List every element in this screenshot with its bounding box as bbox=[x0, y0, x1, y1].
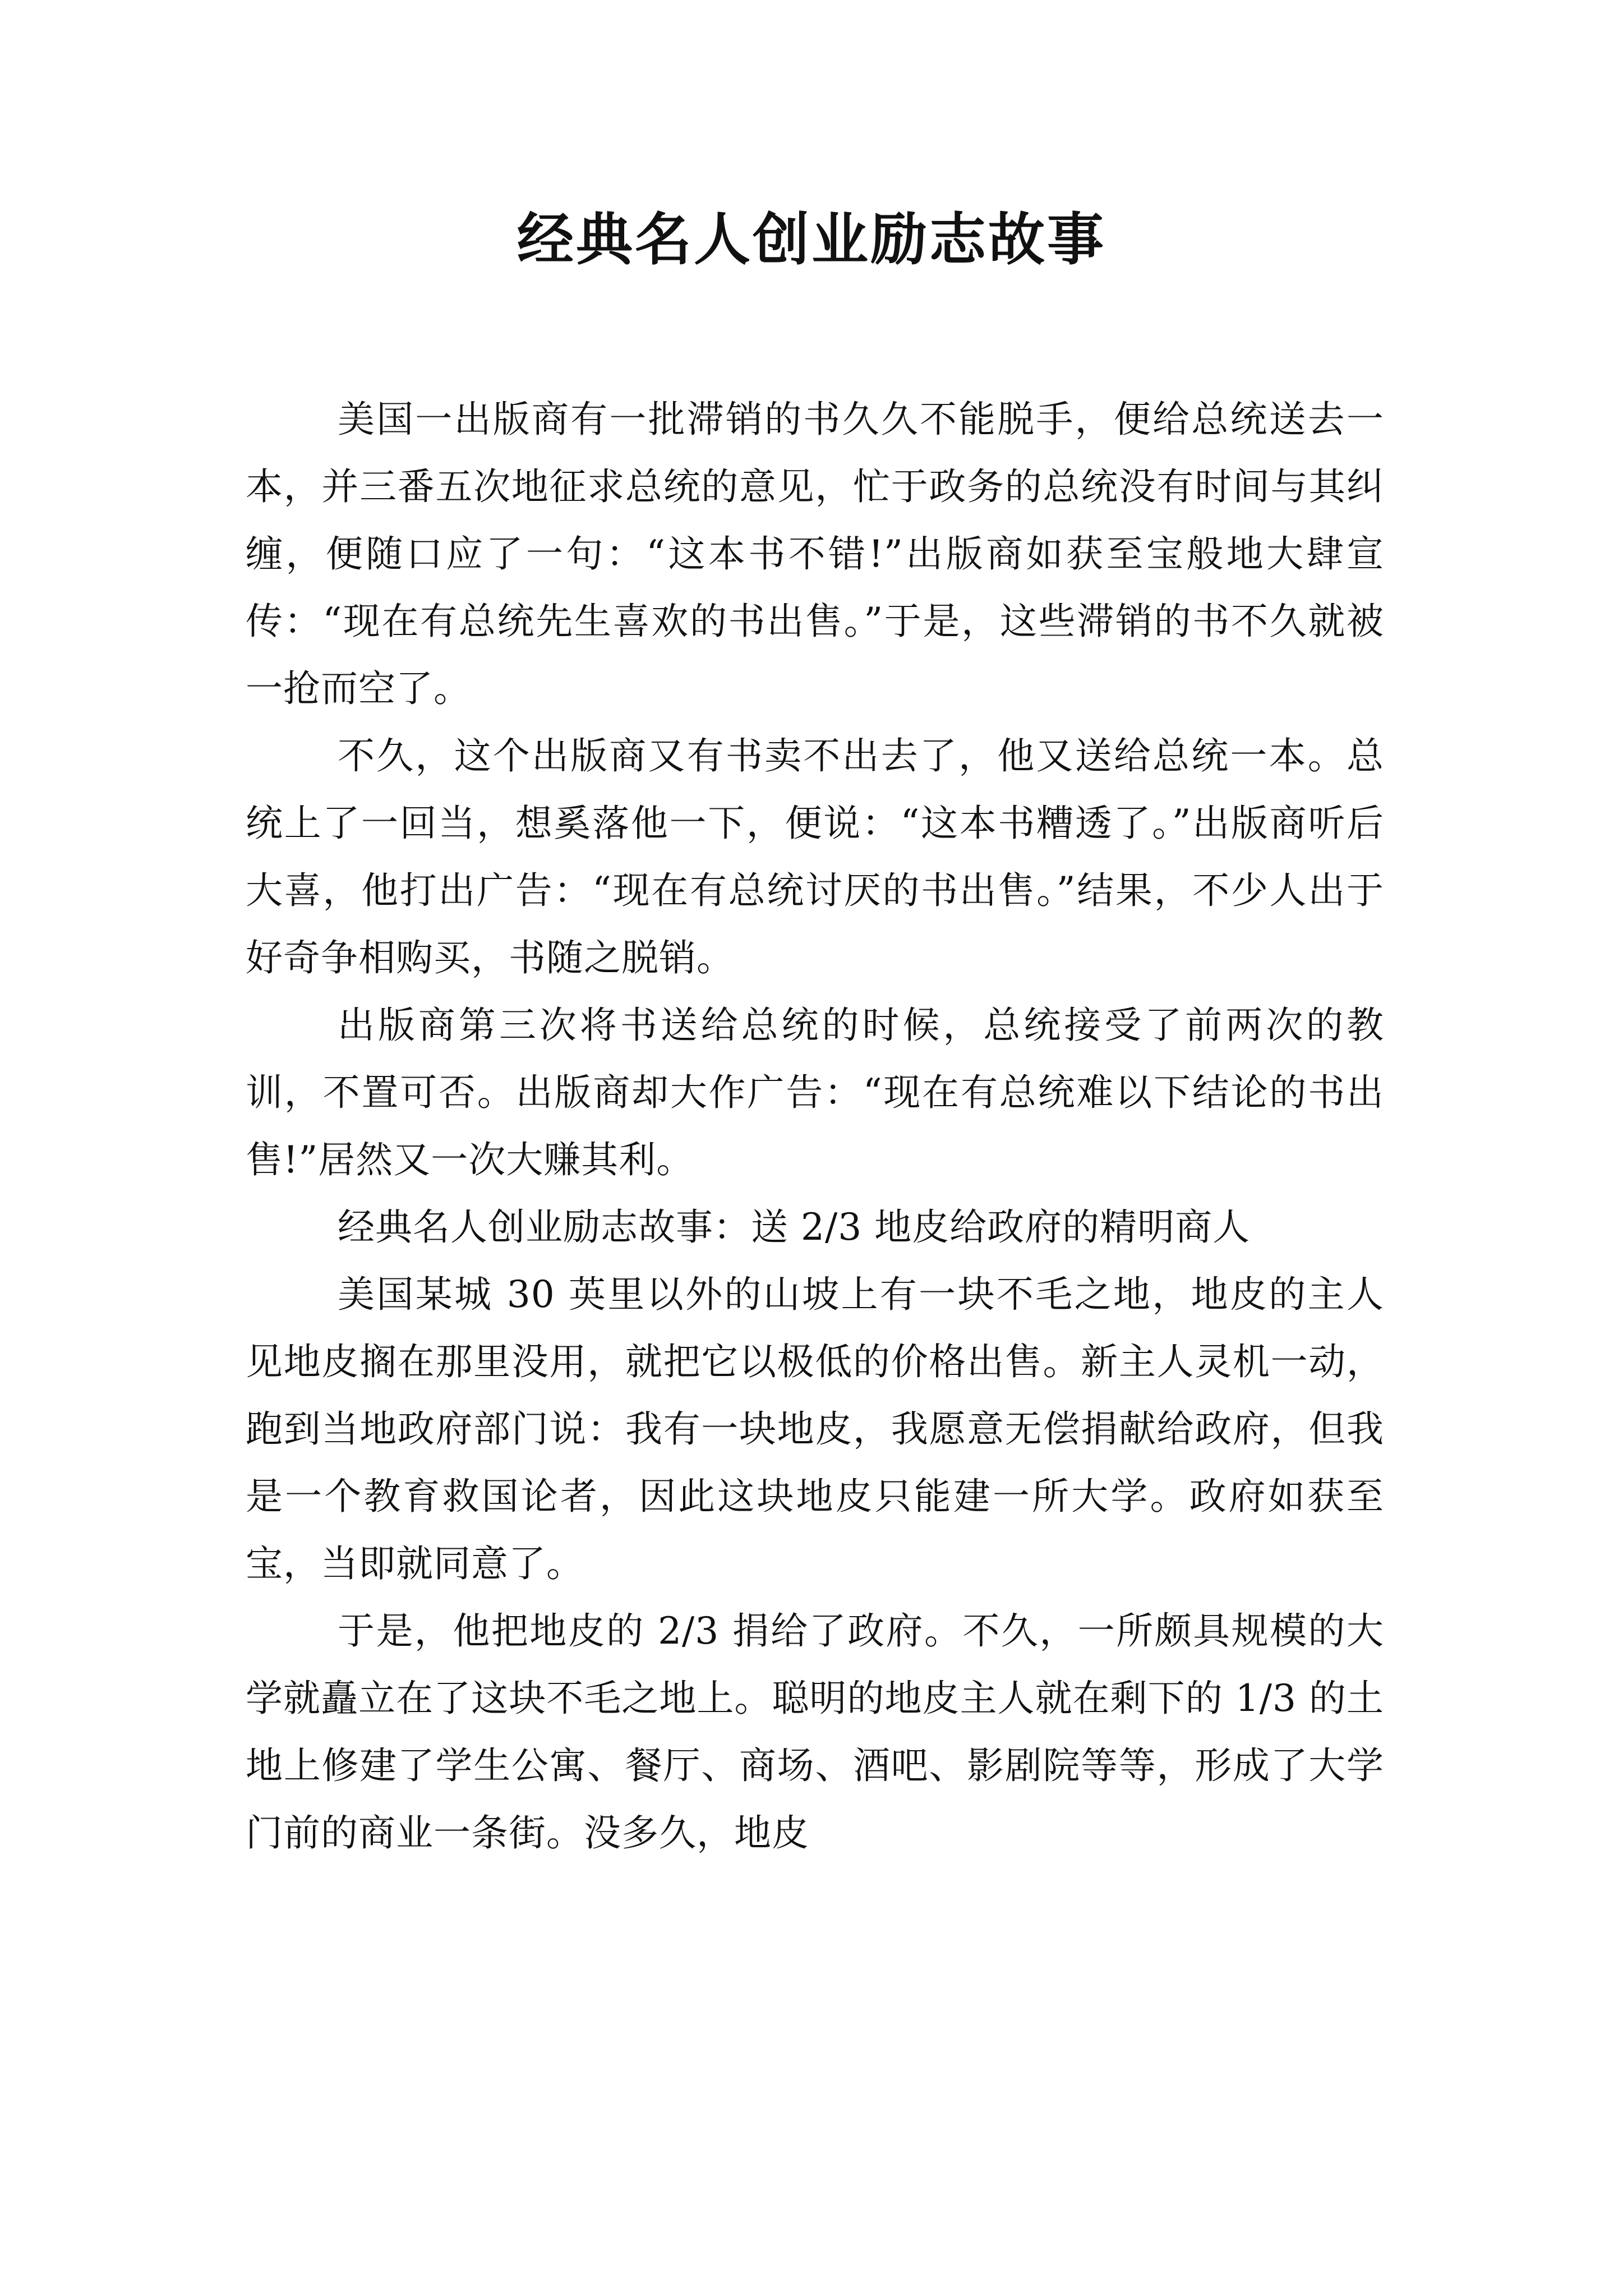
document-body bbox=[246, 386, 1384, 1867]
paragraph-1: 美国一出版商有一批滞销的书久久不能脱手，便给总统送去一本，并三番五次地征求总统的意见，忙于政务的总统没有时间与其纠缠，便随口应了一句：“这本书不错!”出版商如获至宝般地大肆宣传：“现在有总统先生喜欢的书出售。”于是，这些滞销的书不久就被一抢而空了。 bbox=[246, 398, 1384, 710]
paragraph-2: 不久，这个出版商又有书卖不出去了，他又送给总统一本。总统上了一回当，想奚落他一下，便说：“这本书糟透了。”出版商听后大喜，他打出广告：“现在有总统讨厌的书出售。”结果，不少人出于好奇争相购买，书随之脱销。 bbox=[246, 734, 1384, 979]
document-title: 经典名人创业励志故事 bbox=[517, 206, 1106, 273]
paragraph-5: 于是，他把地皮的 2/3 捐给了政府。不久，一所颇具规模的大学就矗立在了这块不毛之地上。聪明的地皮主人就在剩下的 1/3 的土地上修建了学生公寓、餐厅、商场、酒吧、影剧院等等，形成了大学门前的商业一条街。没多久，地皮 bbox=[246, 1609, 1384, 1855]
paragraph-3: 出版商第三次将书送给总统的时候，总统接受了前两次的教训，不置可否。出版商却大作广告：“现在有总统难以下结论的书出售!”居然又一次大赚其利。 bbox=[246, 1004, 1384, 1181]
section-heading: 经典名人创业励志故事：送 2/3 地皮给政府的精明商人 bbox=[338, 1205, 1251, 1249]
paragraph-4: 美国某城 30 英里以外的山坡上有一块不毛之地，地皮的主人见地皮搁在那里没用，就把它以极低的价格出售。新主人灵机一动，跑到当地政府部门说：我有一块地皮，我愿意无偿捐献给政府，但我是一个教育救国论者，因此这块地皮只能建一所大学。政府如获至宝，当即就同意了。 bbox=[246, 1273, 1384, 1585]
